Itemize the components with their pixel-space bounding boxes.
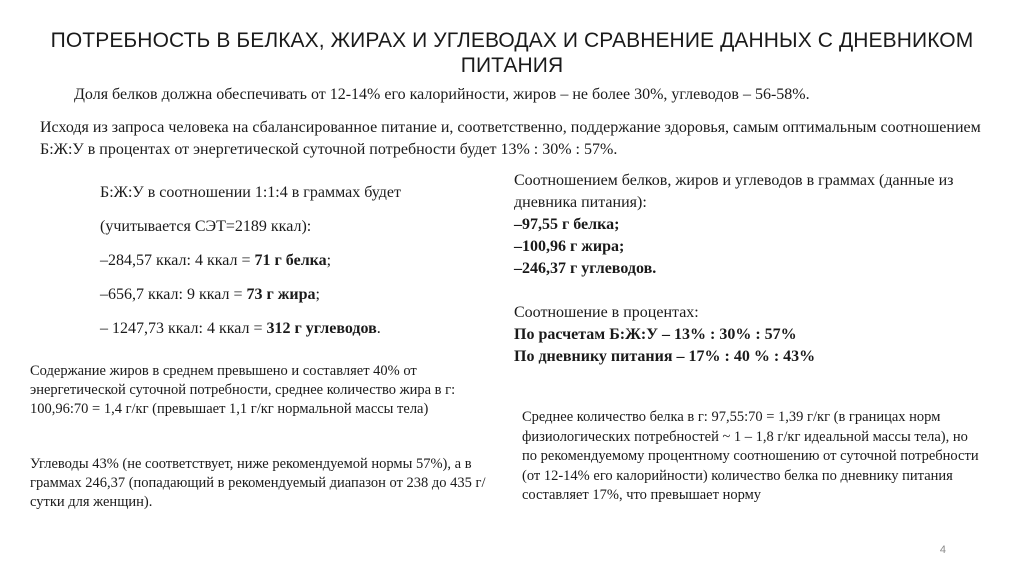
diary-protein-value: –97,55 г белка; (514, 216, 620, 233)
diary-ratio (514, 346, 974, 368)
calc-line-2: (учитывается СЭТ=2189 ккал): (100, 218, 312, 235)
diary-carb-value: –246,37 г углеводов. (514, 260, 657, 277)
calc-protein-line (100, 252, 480, 286)
diary-ratio-value: По дневнику питания – 17% : 40 % : 43% (514, 348, 816, 365)
diary-data-block (514, 170, 974, 368)
calc-carb-result: 312 г углеводов (266, 320, 377, 337)
diary-fat-value: –100,96 г жира; (514, 238, 625, 255)
calc-ratio (514, 324, 974, 346)
calc-carb-line (100, 320, 480, 354)
spacer (514, 280, 974, 302)
optimal-ratio-paragraph: Исходя из запроса человека на сбалансированное питание и, соответственно, поддержание здоровья, самым оптимальным соотношением Б:Ж:У в процентах от энергетической суточной потребности будет 13% : 30% : 57%. (40, 119, 981, 158)
diary-fat (514, 236, 974, 258)
calc-carb-suffix: . (376, 320, 381, 337)
slide-title: ПОТРЕБНОСТЬ В БЕЛКАХ, ЖИРАХ И УГЛЕВОДАХ И СРАВНЕНИЕ ДАННЫХ С ДНЕВНИКОМ ПИТАНИЯ (50, 29, 974, 77)
calc-fat-result: 73 г жира (246, 286, 316, 303)
calc-fat-suffix: ; (315, 286, 320, 303)
calc-ratio-value: По расчетам Б:Ж:У – 13% : 30% : 57% (514, 326, 797, 343)
diary-protein (514, 214, 974, 236)
calc-carb-prefix: – 1247,73 ккал: 4 ккал = (100, 320, 267, 337)
percent-heading: Соотношение в процентах: (514, 304, 699, 321)
protein-note: Среднее количество белка в г: 97,55:70 = 1,39 г/кг (в границах норм физиологических потребностей ~ 1 – 1,8 г/кг идеальной массы тела), но по рекомендуемому процентному соотношению от суточной потребности (от 12-14% его калорийности) количество белка по дневнику питания составляет 17%, что превышает норму (522, 409, 979, 503)
diary-carb (514, 258, 974, 280)
intro-paragraph: Доля белков должна обеспечивать от 12-14% его калорийности, жиров – не более 30%, углеводов – 56-58%. (74, 86, 810, 103)
calc-protein-suffix: ; (326, 252, 332, 269)
calc-protein-prefix: –284,57 ккал: 4 ккал = (100, 252, 255, 269)
calculation-block (100, 184, 480, 354)
page-number: 4 (939, 544, 946, 556)
calc-fat-prefix: –656,7 ккал: 9 ккал = (100, 286, 247, 303)
calc-protein-result: 71 г белка (254, 252, 327, 269)
fat-note: Содержание жиров в среднем превышено и составляет 40% от энергетической суточной потребности, среднее количество жира в г: 100,96:70 = 1,4 г/кг (превышает 1,1 г/кг нормальной массы тела) (30, 363, 456, 417)
calc-fat-line (100, 286, 480, 320)
diary-heading: Соотношением белков, жиров и углеводов в граммах (данные из дневника питания): (514, 172, 954, 211)
calc-line-1: Б:Ж:У в соотношении 1:1:4 в граммах будет (100, 184, 401, 201)
carb-note: Углеводы 43% (не соответствует, ниже рекомендуемой нормы 57%), а в граммах 246,37 (попадающий в рекомендуемый диапазон от 238 до 435 г/сутки для женщин). (30, 456, 486, 510)
